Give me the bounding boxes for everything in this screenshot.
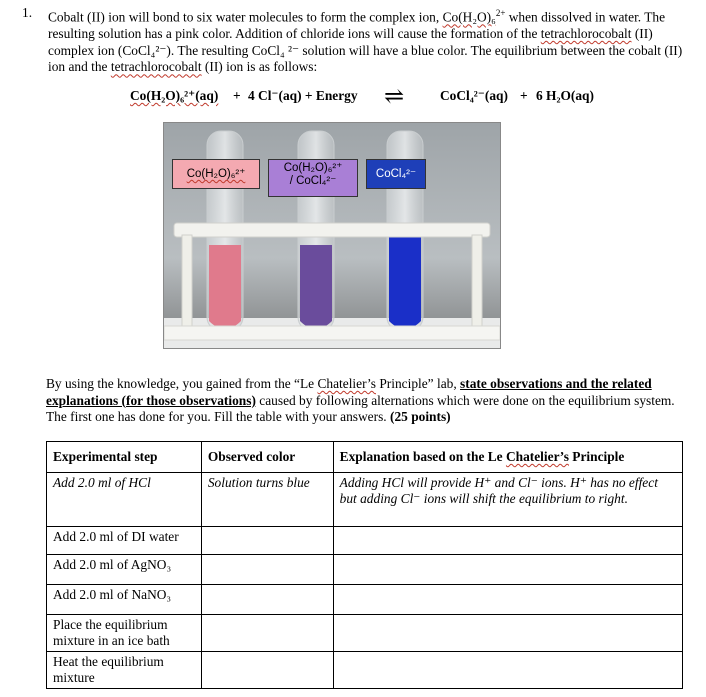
blue-solution: [389, 233, 421, 329]
row-explanation-answer-cell[interactable]: [333, 615, 682, 652]
header-explanation-term: Chatelier’s: [505, 449, 569, 464]
table-row: [47, 615, 683, 652]
label-mixed-line1: Co(H₂O)₆²⁺: [283, 162, 343, 174]
eq-plus-2: +: [520, 88, 528, 103]
row-explanation-answer-cell[interactable]: [333, 585, 682, 615]
row-step: Heat the equilibrium mixture: [47, 652, 202, 689]
intro-text-a: Cobalt (II) ion will bond to six water molecules to form the complex ion,: [48, 9, 443, 25]
header-explanation-a: Explanation based on the Le: [339, 449, 506, 464]
question-number: 1.: [22, 5, 33, 20]
label-pink-text: Co(H₂O)₆²⁺: [186, 168, 246, 180]
row-step: Add 2.0 ml of NaNO₃: [47, 585, 202, 615]
row-color-answer-cell[interactable]: [201, 652, 333, 689]
eq-reactant-complex: Co(H₂O)₆²⁺(aq): [130, 88, 219, 103]
row-color-answer-cell[interactable]: [201, 555, 333, 585]
term-tetrachlorocobalt-2: tetrachlorocobalt: [110, 59, 202, 75]
purple-solution: [300, 245, 332, 329]
intro-text-c: (II) complex ion (CoCl₄²⁻). The resulting CoCl₄ ²⁻ solution will have a blue color. The equilibrium between the cobalt (II) ion and the: [48, 26, 683, 75]
label-pink-complex: [172, 159, 260, 189]
label-mixed-line2: / CoCl₄²⁻: [289, 175, 337, 187]
header-observed-color: Observed color: [201, 442, 333, 473]
equilibrium-arrow-icon: ⇌: [384, 84, 405, 110]
table-row: [47, 473, 683, 527]
pink-solution: [209, 245, 241, 329]
instructions-points: (25 points): [390, 409, 451, 425]
header-experimental-step: Experimental step: [47, 442, 202, 473]
instructions-paragraph: [46, 376, 686, 426]
test-tubes-image: [164, 123, 500, 348]
header-explanation: [333, 442, 682, 473]
row-color-answer-cell[interactable]: [201, 585, 333, 615]
intro-text-d: (II) ion is as follows:: [201, 59, 318, 75]
table-row: [47, 585, 683, 615]
instructions-c: caused by following alternations which were done on the equilibrium system. The first one has done for you. Fill the table with your answers.: [46, 392, 675, 425]
table-row: [47, 527, 683, 555]
row-step: Place the equilibrium mixture in an ice bath: [47, 615, 202, 652]
row-color-answer-cell[interactable]: [201, 615, 333, 652]
row-step: Add 2.0 ml of DI water: [47, 527, 202, 555]
row-explanation-answer-cell[interactable]: [333, 652, 682, 689]
complex-ion-formula: Co(H₂O)₆: [442, 9, 496, 25]
test-tubes-photo: [163, 122, 501, 349]
row-color-answer-cell[interactable]: [201, 527, 333, 555]
instructions-b: Principle” lab,: [375, 376, 461, 391]
label-mixed-complex: [268, 159, 358, 197]
row-explanation-answer-cell[interactable]: [333, 527, 682, 555]
eq-product-complex: CoCl₄²⁻(aq): [440, 88, 508, 103]
eq-chloride-energy: 4 Cl⁻(aq) + Energy: [248, 88, 358, 103]
eq-water: 6 H₂O(aq): [536, 88, 594, 103]
row-step: Add 2.0 ml of AgNO₃: [47, 555, 202, 585]
table-row: [47, 652, 683, 689]
answer-table: [46, 441, 683, 689]
eq-plus-1: +: [233, 88, 241, 103]
row-explanation-answer-cell[interactable]: [333, 555, 682, 585]
row-explanation: Adding HCl will provide H⁺ and Cl⁻ ions. H⁺ has no effect but adding Cl⁻ ions will shift the equilibrium to right.: [333, 473, 682, 527]
intro-text-b: when dissolved in water. The resulting solution has a pink color. Addition of chloride ions will cause the formation of the: [48, 9, 666, 42]
row-color: Solution turns blue: [201, 473, 333, 527]
label-blue-complex: CoCl₄²⁻: [366, 159, 426, 189]
instructions-a: By using the knowledge, you gained from the “Le: [46, 376, 318, 391]
header-explanation-b: Principle: [568, 449, 625, 464]
instructions-emphasis: state observations and the related explanations (for those observations): [46, 376, 652, 408]
intro-paragraph: [48, 5, 688, 76]
complex-ion-charge: 2+: [495, 8, 506, 18]
table-row: [47, 555, 683, 585]
table-header-row: [47, 442, 683, 473]
instructions-term: Chatelier’s: [317, 376, 376, 391]
term-tetrachlorocobalt-1: tetrachlorocobalt: [540, 26, 632, 42]
row-step: Add 2.0 ml of HCl: [47, 473, 202, 527]
